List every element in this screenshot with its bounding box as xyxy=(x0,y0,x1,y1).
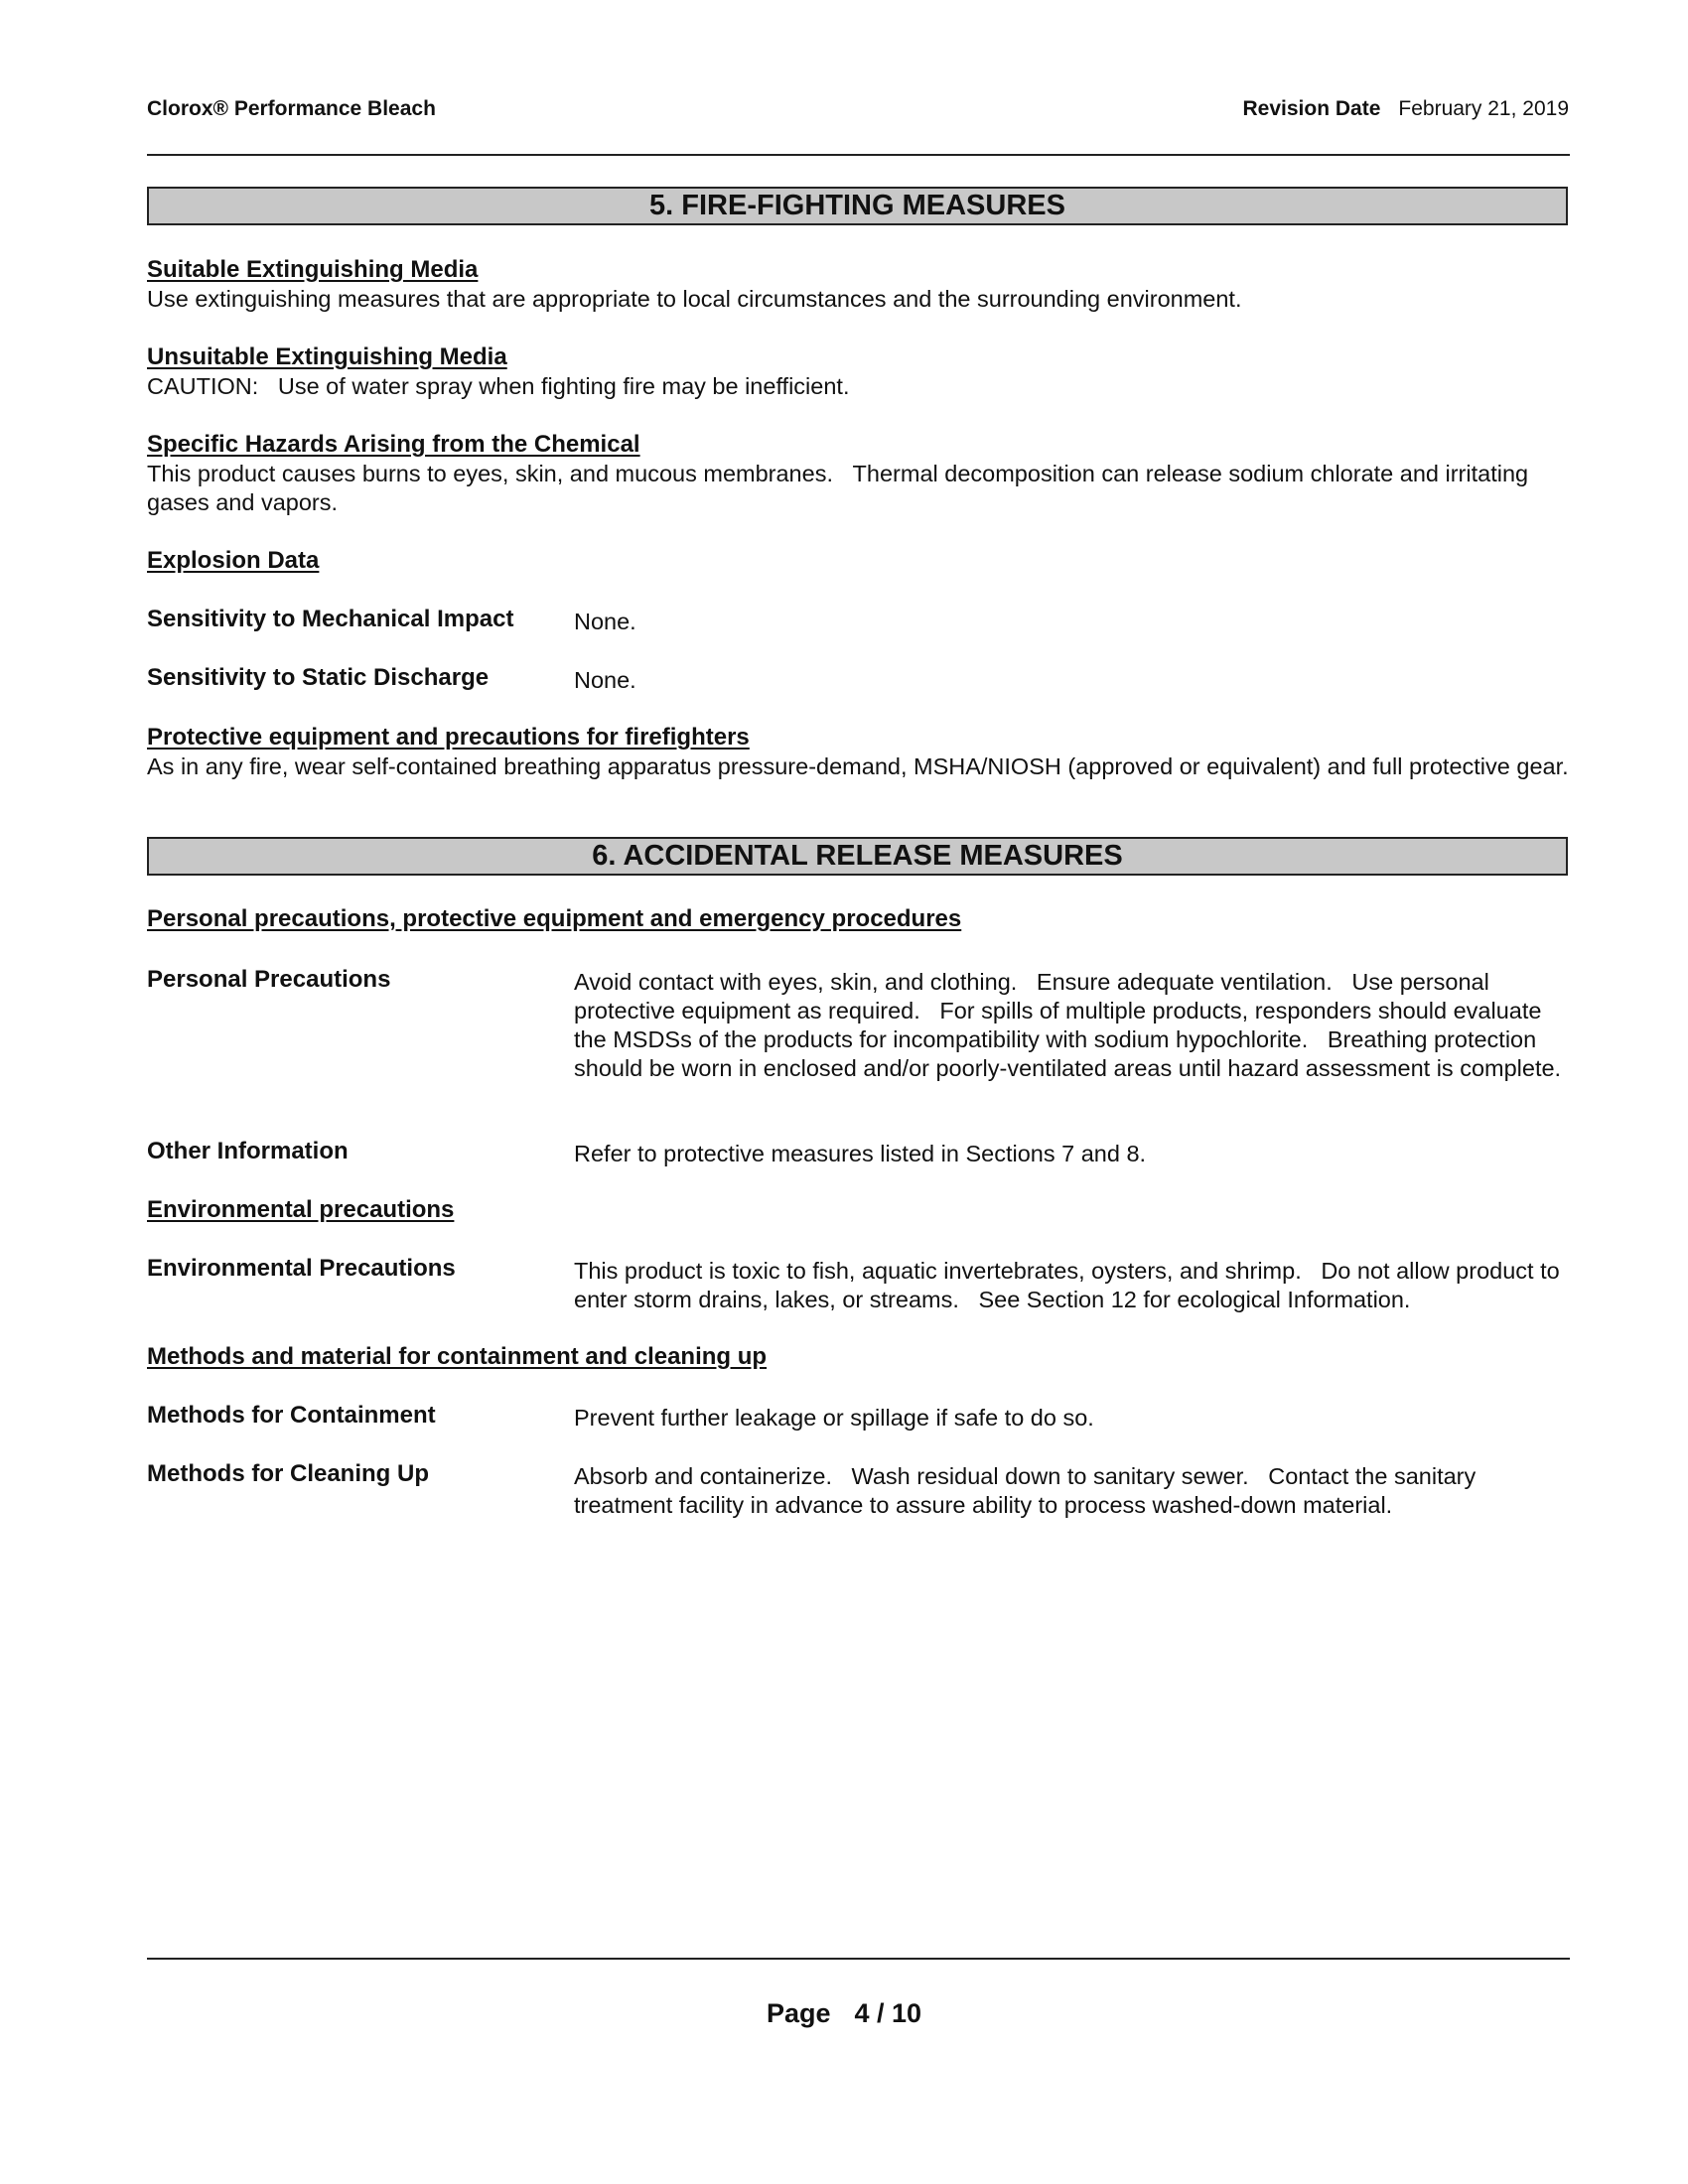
other-information-label: Other Information xyxy=(147,1138,349,1164)
firefighter-protection-heading: Protective equipment and precautions for firefighters xyxy=(147,724,750,751)
containment-label: Methods for Containment xyxy=(147,1402,436,1429)
environmental-precautions-text: This product is toxic to fish, aquatic invertebrates, oysters, and shrimp. Do not allow product to enter storm drains, lakes, or streams. See Section 12 for ecological Information. xyxy=(574,1258,1560,1312)
revision-date: February 21, 2019 xyxy=(1398,97,1569,120)
header-divider xyxy=(147,154,1570,156)
page-footer xyxy=(0,1998,1688,2029)
explosion-data-heading: Explosion Data xyxy=(147,547,320,574)
page-header xyxy=(147,97,1569,127)
specific-hazards-heading: Specific Hazards Arising from the Chemical xyxy=(147,431,640,458)
personal-precautions-heading: Personal precautions, protective equipment and emergency procedures xyxy=(147,905,962,932)
environmental-precautions-label: Environmental Precautions xyxy=(147,1255,456,1282)
personal-precautions-label: Personal Precautions xyxy=(147,966,391,993)
static-discharge-value: None. xyxy=(574,667,636,693)
specific-hazards-text: This product causes burns to eyes, skin, and mucous membranes. Thermal decomposition can release sodium chlorate and irritating gases and vapors. xyxy=(147,461,1529,515)
containment-methods-heading: Methods and material for containment and cleaning up xyxy=(147,1343,768,1370)
suitable-media-text: Use extinguishing measures that are appropriate to local circumstances and the surrounding environment. xyxy=(147,286,1242,312)
revision-info xyxy=(1243,97,1570,121)
mechanical-impact-label: Sensitivity to Mechanical Impact xyxy=(147,606,514,632)
unsuitable-media-heading: Unsuitable Extinguishing Media xyxy=(147,343,507,370)
suitable-media-heading: Suitable Extinguishing Media xyxy=(147,256,479,283)
firefighter-protection-text: As in any fire, wear self-contained breathing apparatus pressure-demand, MSHA/NIOSH (approved or equivalent) and full protective gear. xyxy=(147,753,1569,779)
page-label: Page xyxy=(766,1998,831,2028)
other-information-text: Refer to protective measures listed in Sections 7 and 8. xyxy=(574,1141,1147,1166)
unsuitable-media-text: CAUTION: Use of water spray when fighting fire may be inefficient. xyxy=(147,373,850,399)
page-number: 4 / 10 xyxy=(854,1998,922,2028)
environmental-precautions-heading: Environmental precautions xyxy=(147,1196,455,1223)
section-6-title: 6. ACCIDENTAL RELEASE MEASURES xyxy=(147,837,1568,876)
personal-precautions-text: Avoid contact with eyes, skin, and clothing. Ensure adequate ventilation. Use personal protective equipment as required. For spills of multiple products, responders should evaluate the MSDSs of the products for incompatibility with sodium hypochlorite. Breathing protection should be worn in enclosed and/or poorly-ventilated areas until hazard assessment is complete. xyxy=(574,969,1562,1081)
revision-label: Revision Date xyxy=(1242,97,1381,120)
product-name: Clorox® Performance Bleach xyxy=(147,97,436,120)
static-discharge-label: Sensitivity to Static Discharge xyxy=(147,664,490,691)
footer-divider xyxy=(147,1958,1570,1960)
mechanical-impact-value: None. xyxy=(574,609,636,634)
cleaning-up-label: Methods for Cleaning Up xyxy=(147,1460,429,1487)
cleaning-up-text: Absorb and containerize. Wash residual down to sanitary sewer. Contact the sanitary treatment facility in advance to assure ability to process washed-down material. xyxy=(574,1463,1477,1518)
section-5-title: 5. FIRE-FIGHTING MEASURES xyxy=(147,187,1568,225)
containment-text: Prevent further leakage or spillage if safe to do so. xyxy=(574,1405,1094,1431)
